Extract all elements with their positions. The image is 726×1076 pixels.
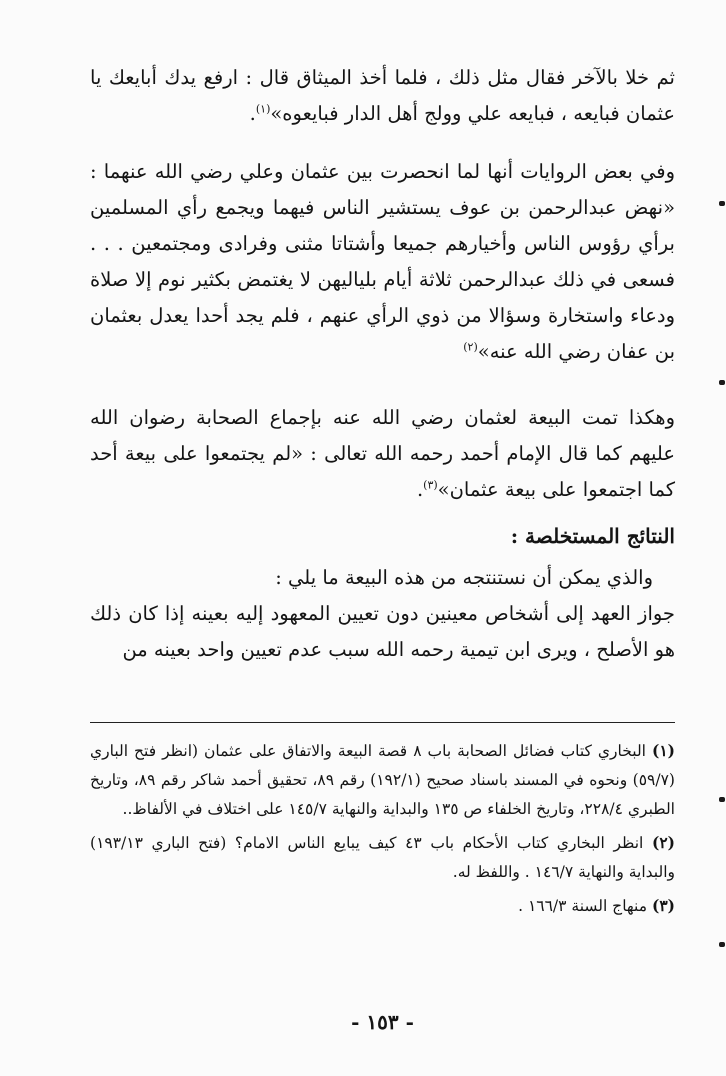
margin-mark [719,380,725,385]
intro-line: والذي يمكن أن نستنتجه من هذه البيعة ما يلي : [275,566,653,589]
margin-mark [719,942,725,947]
footnote-ref-3: (٣) [423,478,438,492]
footnote-ref-2: (٢) [463,340,478,354]
footnote-1-number: (١) [651,741,675,760]
footnote-divider [90,722,675,723]
footnotes [90,736,675,925]
footnote-2-number: (٢) [651,833,675,852]
paragraph-1 [90,60,675,132]
footnote-1-text: البخاري كتاب فضائل الصحابة باب ٨ قصة البيعة والاتفاق على عثمان (انظر فتح الباري (٥٩/٧) ونحوه في المسند باسناد صحيح (١٩٢/١) رقم ٨٩، تحقيق أحمد شاكر رقم ٨٩، وتاريخ الطبري ٢٢٨/٤، وتاريخ الخلفاء ص ١٣٥ والبداية والنهاية ١٤٥/٧ على اختلاف في الألفاظ.. [90,742,675,818]
paragraph-1-tail: . [249,102,256,125]
paragraph-2-text: وفي بعض الروايات أنها لما انحصرت بين عثمان وعلي رضي الله عنهما : «نهض عبدالرحمن بن عوف يستشير الناس فيهما ويجمع رأي المسلمين برأي رؤوس الناس وأخيارهم جميعا وأشتاتا مثنى وفرادى ومجتمعين . . . فسعى في ذلك عبدالرحمن ثلاثة أيام بلياليهن لا يغتمض بكثير نوم إلا صلاة ودعاء واستخارة وسؤالا من ذوي الرأي عنهم ، فلم يجد أحدا يعدل بعثمان بن عفان رضي الله عنه» [90,160,675,363]
paragraph-3 [90,400,675,508]
paragraph-4: جواز العهد إلى أشخاص معينين دون تعيين المعهود إليه بعينه إذا كان ذلك هو الأصلح ، ويرى ابن تيمية رحمه الله سبب عدم تعيين واحد بعينه من [90,602,675,661]
paragraph-1-text: ثم خلا بالآخر فقال مثل ذلك ، فلما أخذ الميثاق قال : ارفع يدك أبايعك يا عثمان فبايعه ، فبايعه علي وولج أهل الدار فبايعوه» [90,66,675,125]
footnote-2-text: انظر البخاري كتاب الأحكام باب ٤٣ كيف يبايع الناس الامام؟ (فتح الباري ١٩٣/١٣) والبداية والنهاية ١٤٦/٧ . واللفظ له. [90,834,675,881]
footnote-3 [90,891,675,921]
paragraph-2 [90,154,675,370]
footnote-ref-1: (١) [255,102,271,116]
paragraph-3-tail: . [416,478,424,501]
footnote-2 [90,828,675,887]
footnote-3-number: (٣) [651,896,675,915]
page-number: - ١٥٣ - [351,1010,414,1034]
footnote-3-text: منهاج السنة ١٦٦/٣ . [518,897,648,915]
margin-mark [719,201,725,206]
section-heading: النتائج المستخلصة : [510,524,675,548]
page [90,60,675,1050]
footnote-1 [90,736,675,824]
paragraph-3-text: وهكذا تمت البيعة لعثمان رضي الله عنه بإجماع الصحابة رضوان الله عليهم كما قال الإمام أحمد رحمه الله تعالى : «لم يجتمعوا على بيعة أحد كما اجتمعوا على بيعة عثمان» [90,406,675,501]
margin-mark [719,797,725,802]
